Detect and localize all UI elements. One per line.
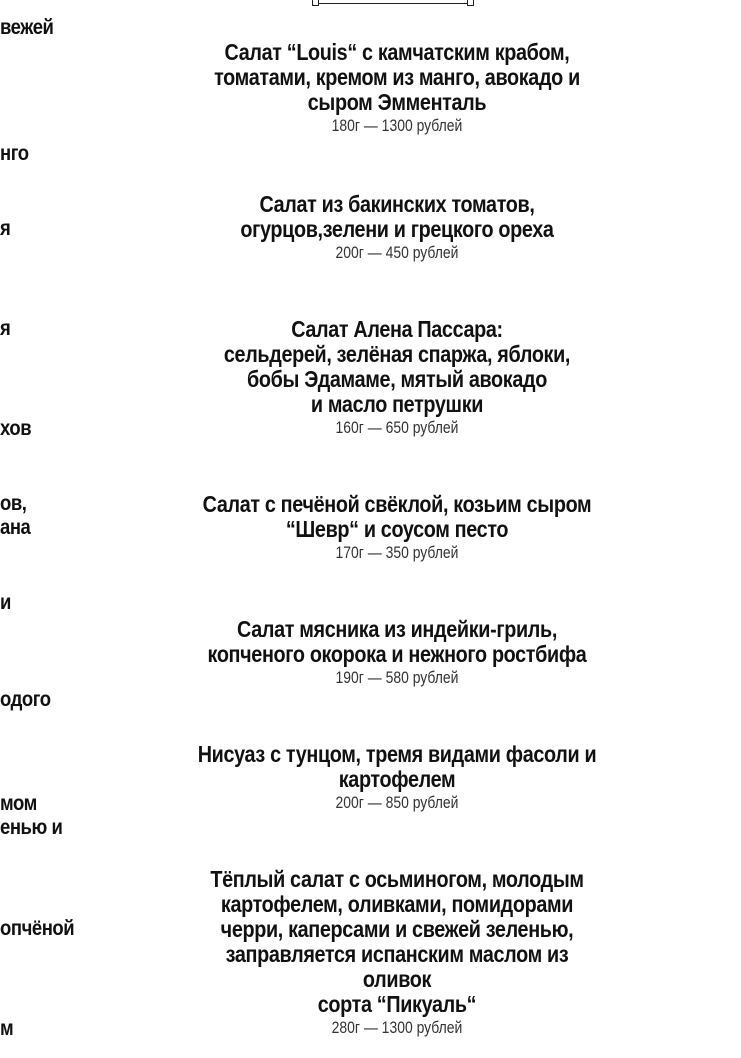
dish-name: Салат из бакинских томатов, огурцов,зелени и грецкого ореха bbox=[240, 191, 554, 242]
dish-name: Салат мясника из индейки-гриль, копченого окорока и нежного ростбифа bbox=[207, 616, 587, 667]
menu-item bbox=[160, 40, 634, 136]
left-column-fragment: я bbox=[0, 317, 11, 340]
decorative-frame bbox=[315, 0, 471, 4]
dish-weight-price: 170г — 350 рублей bbox=[335, 543, 459, 562]
left-column-fragment: енью и bbox=[0, 816, 63, 839]
left-column-fragment: я bbox=[0, 217, 11, 240]
left-column-fragment: и bbox=[0, 591, 11, 614]
left-column-fragment: вежей bbox=[0, 16, 54, 39]
left-column-fragment: нго bbox=[0, 142, 29, 165]
left-column-fragment: мом bbox=[0, 792, 37, 815]
menu-item bbox=[160, 317, 634, 438]
menu-item bbox=[160, 867, 634, 1038]
dish-name: Салат с печёной свёклой, козьим сыром “Шевр“ и соусом песто bbox=[202, 491, 592, 542]
left-column-fragment: м bbox=[0, 1017, 14, 1040]
dish-weight-price: 180г — 1300 рублей bbox=[331, 116, 463, 135]
menu-item bbox=[160, 192, 634, 263]
dish-weight-price: 200г — 850 рублей bbox=[335, 793, 459, 812]
dish-name: Тёплый салат с осьминогом, молодым картофелем, оливками, помидорами черри, каперсами и свежей зеленью, заправляется испанским маслом из оливок сорта “Пикуаль“ bbox=[210, 866, 584, 1017]
dish-weight-price: 160г — 650 рублей bbox=[335, 418, 459, 437]
left-column-fragment: опчёной bbox=[0, 917, 75, 940]
left-column-fragment: ов, bbox=[0, 492, 27, 515]
menu-item bbox=[160, 492, 634, 563]
left-column-fragment: хов bbox=[0, 417, 32, 440]
dish-weight-price: 280г — 1300 рублей bbox=[331, 1018, 463, 1037]
menu-item bbox=[160, 742, 634, 813]
dish-weight-price: 190г — 580 рублей bbox=[335, 668, 459, 687]
dish-weight-price: 200г — 450 рублей bbox=[335, 243, 459, 262]
menu-item bbox=[160, 617, 634, 688]
dish-name: Нисуаз с тунцом, тремя видами фасоли и картофелем bbox=[197, 741, 597, 792]
dish-name: Салат Алена Пассара: сельдерей, зелёная спаржа, яблоки, бобы Эдамаме, мятый авокадо и масло петрушки bbox=[223, 316, 571, 417]
left-column-fragment: одого bbox=[0, 688, 51, 711]
dish-name: Салат “Louis“ с камчатским крабом, томатами, кремом из манго, авокадо и сыром Эмменталь bbox=[214, 39, 580, 115]
left-column-fragment: ана bbox=[0, 516, 31, 539]
